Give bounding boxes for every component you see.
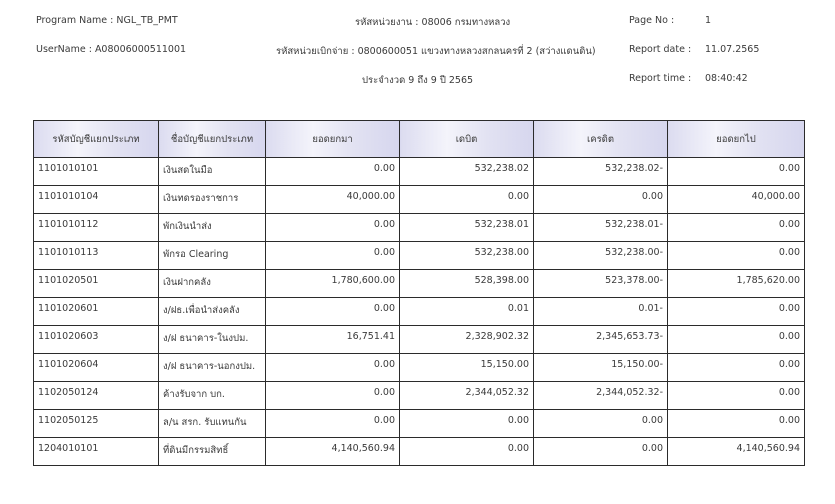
cell-debit: 15,150.00: [400, 354, 534, 382]
cell-debit: 0.01: [400, 298, 534, 326]
cell-credit: 532,238.02-: [534, 158, 668, 186]
username-label: UserName :: [36, 44, 92, 55]
col-header-carried-forward: ยอดยกไป: [668, 121, 805, 158]
cell-credit: 0.00: [534, 410, 668, 438]
cell-debit: 532,238.02: [400, 158, 534, 186]
program-name-value: NGL_TB_PMT: [116, 15, 178, 26]
cell-account-code: 1101010113: [34, 242, 159, 270]
table-row: [34, 242, 805, 270]
cell-debit: 0.00: [400, 410, 534, 438]
cell-carried-forward: 0.00: [668, 242, 805, 270]
cell-debit: 532,238.00: [400, 242, 534, 270]
cell-brought-forward: 16,751.41: [266, 326, 400, 354]
table-row: [34, 298, 805, 326]
cell-account-code: 1101010104: [34, 186, 159, 214]
table-row: [34, 214, 805, 242]
cell-account-code: 1101020603: [34, 326, 159, 354]
program-name-label: Program Name :: [36, 15, 114, 26]
cell-credit: 15,150.00-: [534, 354, 668, 382]
cell-debit: 0.00: [400, 438, 534, 466]
cell-account-code: 1101010101: [34, 158, 159, 186]
cell-carried-forward: 4,140,560.94: [668, 438, 805, 466]
cell-account-code: 1102050125: [34, 410, 159, 438]
cell-account-name: ง/ฝธ.เพื่อนำส่งคลัง: [159, 298, 266, 326]
cell-brought-forward: 0.00: [266, 298, 400, 326]
agency-label: รหัสหน่วยงาน :: [355, 17, 419, 28]
cell-account-name: ล/น สรก. รับแทนกัน: [159, 410, 266, 438]
table-row: [34, 186, 805, 214]
cell-account-name: ง/ฝ ธนาคาร-นอกงปม.: [159, 354, 266, 382]
col-header-account-code: รหัสบัญชีแยกประเภท: [34, 121, 159, 158]
cell-credit: 0.00: [534, 186, 668, 214]
cell-debit: 0.00: [400, 186, 534, 214]
username: [36, 44, 186, 55]
cell-debit: 532,238.01: [400, 214, 534, 242]
cell-carried-forward: 0.00: [668, 354, 805, 382]
agency-code: [355, 15, 510, 30]
report-time-label: Report time :: [629, 73, 692, 84]
cell-carried-forward: 0.00: [668, 326, 805, 354]
cell-carried-forward: 0.00: [668, 410, 805, 438]
cell-account-code: 1101010112: [34, 214, 159, 242]
report-period: ประจำงวด 9 ถึง 9 ปี 2565: [362, 75, 474, 86]
cell-account-code: 1101020501: [34, 270, 159, 298]
page-no-value: 1: [705, 15, 712, 26]
cell-brought-forward: 0.00: [266, 354, 400, 382]
cell-carried-forward: 40,000.00: [668, 186, 805, 214]
cell-brought-forward: 1,780,600.00: [266, 270, 400, 298]
table-row: [34, 326, 805, 354]
cell-debit: 2,328,902.32: [400, 326, 534, 354]
cell-account-code: 1204010101: [34, 438, 159, 466]
cell-carried-forward: 0.00: [668, 298, 805, 326]
cell-account-code: 1101020604: [34, 354, 159, 382]
agency-value: 08006 กรมทางหลวง: [421, 17, 511, 28]
cell-brought-forward: 4,140,560.94: [266, 438, 400, 466]
disbursing-unit-label: รหัสหน่วยเบิกจ่าย :: [276, 46, 355, 57]
cell-account-name: พักรอ Clearing: [159, 242, 266, 270]
cell-account-name: เงินฝากคลัง: [159, 270, 266, 298]
col-header-account-name: ชื่อบัญชีแยกประเภท: [159, 121, 266, 158]
table-row: [34, 158, 805, 186]
cell-brought-forward: 0.00: [266, 410, 400, 438]
table-row: [34, 354, 805, 382]
cell-carried-forward: 0.00: [668, 158, 805, 186]
cell-carried-forward: 0.00: [668, 214, 805, 242]
table-row: [34, 410, 805, 438]
report-time-value: 08:40:42: [705, 73, 748, 84]
col-header-debit: เดบิต: [400, 121, 534, 158]
report-date-value: 11.07.2565: [705, 44, 760, 55]
cell-account-name: พักเงินนำส่ง: [159, 214, 266, 242]
cell-credit: 2,345,653.73-: [534, 326, 668, 354]
disbursing-unit: [276, 44, 596, 59]
disbursing-unit-value: 0800600051 แขวงทางหลวงสกลนครที่ 2 (สว่างแดนดิน): [357, 46, 596, 57]
cell-debit: 2,344,052.32: [400, 382, 534, 410]
table-row: [34, 270, 805, 298]
username-value: A08006000511001: [94, 44, 187, 55]
cell-account-name: เงินทดรองราชการ: [159, 186, 266, 214]
table-row: [34, 438, 805, 466]
col-header-credit: เครดิต: [534, 121, 668, 158]
cell-account-name: เงินสดในมือ: [159, 158, 266, 186]
cell-credit: 0.01-: [534, 298, 668, 326]
cell-brought-forward: 0.00: [266, 242, 400, 270]
cell-brought-forward: 0.00: [266, 214, 400, 242]
cell-account-name: ค้างรับจาก บก.: [159, 382, 266, 410]
cell-credit: 523,378.00-: [534, 270, 668, 298]
cell-brought-forward: 40,000.00: [266, 186, 400, 214]
cell-credit: 2,344,052.32-: [534, 382, 668, 410]
cell-debit: 528,398.00: [400, 270, 534, 298]
cell-carried-forward: 0.00: [668, 382, 805, 410]
cell-account-name: ที่ดินมีกรรมสิทธิ์: [159, 438, 266, 466]
col-header-brought-forward: ยอดยกมา: [266, 121, 400, 158]
table-row: [34, 382, 805, 410]
program-name: [36, 15, 178, 26]
cell-account-code: 1102050124: [34, 382, 159, 410]
cell-credit: 532,238.01-: [534, 214, 668, 242]
table-header-row: [34, 121, 805, 158]
cell-carried-forward: 1,785,620.00: [668, 270, 805, 298]
trial-balance-table: [33, 120, 805, 466]
page-no-label: Page No :: [629, 15, 675, 26]
report-date-label: Report date :: [629, 44, 692, 55]
cell-credit: 0.00: [534, 438, 668, 466]
cell-brought-forward: 0.00: [266, 382, 400, 410]
cell-credit: 532,238.00-: [534, 242, 668, 270]
cell-account-name: ง/ฝ ธนาคาร-ในงปม.: [159, 326, 266, 354]
cell-account-code: 1101020601: [34, 298, 159, 326]
cell-brought-forward: 0.00: [266, 158, 400, 186]
